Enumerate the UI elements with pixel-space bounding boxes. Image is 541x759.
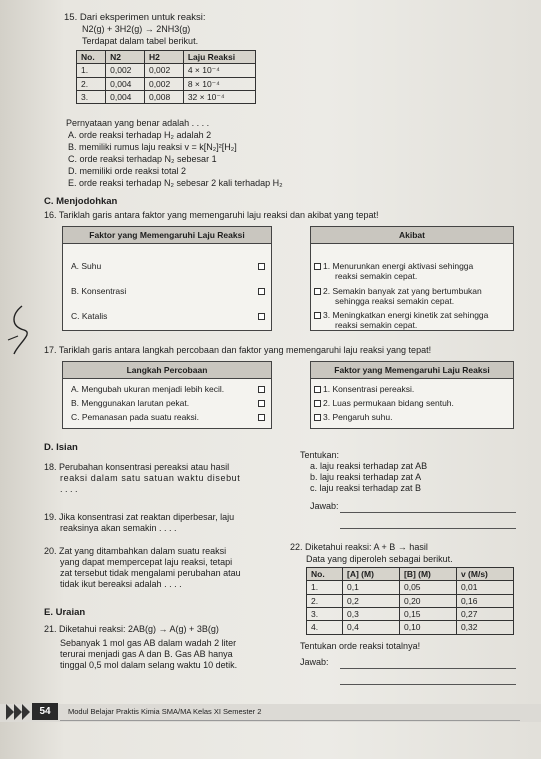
q19-text bbox=[44, 512, 284, 534]
q17-title: 17. Tariklah garis antara langkah percobaan dan faktor yang memengaruhi laju reaksi yang tepat! bbox=[44, 345, 432, 355]
table-cell: 3. bbox=[77, 91, 106, 104]
table-cell: 3. bbox=[307, 608, 343, 621]
q16-left-box bbox=[62, 226, 272, 331]
q21-line: terurai menjadi gas A dan B. Gas AB hanya bbox=[60, 648, 233, 659]
q17-left-checkbox-a[interactable] bbox=[258, 386, 265, 393]
q19-line: 19. Jika konsentrasi zat reaktan diperbesar, laju bbox=[44, 512, 235, 522]
table-cell: 0,16 bbox=[456, 594, 513, 607]
q17-right-checkbox-3[interactable] bbox=[314, 414, 321, 421]
q20-line: tidak ikut bereaksi adalah . . . . bbox=[60, 578, 182, 589]
table-cell: 0,20 bbox=[399, 594, 456, 607]
table-header: [A] (M) bbox=[343, 568, 400, 581]
table-cell: 0,32 bbox=[456, 621, 513, 634]
q17-left-item: C. Pemanasan pada suatu reaksi. bbox=[71, 412, 200, 422]
q16-right-box bbox=[310, 226, 514, 331]
q18-line: 18. Perubahan konsentrasi pereaksi atau hasil bbox=[44, 462, 230, 472]
table-cell: 1. bbox=[307, 581, 343, 594]
table-cell: 0,3 bbox=[343, 608, 400, 621]
tentukan-jawab-label: Jawab: bbox=[310, 501, 339, 511]
table-cell: 0,002 bbox=[144, 77, 183, 90]
answer-line[interactable] bbox=[340, 668, 516, 669]
table-cell: 2. bbox=[307, 594, 343, 607]
table-header: H2 bbox=[144, 51, 183, 64]
answer-line[interactable] bbox=[340, 512, 516, 513]
q17-left-checkbox-b[interactable] bbox=[258, 400, 265, 407]
answer-line[interactable] bbox=[340, 528, 516, 529]
q17-right-item: 2. Luas permukaan bidang sentuh. bbox=[323, 398, 454, 408]
q17-left-head: Langkah Percobaan bbox=[63, 362, 271, 379]
table-cell: 0,008 bbox=[144, 91, 183, 104]
q20-line: 20. Zat yang ditambahkan dalam suatu reaksi bbox=[44, 546, 227, 556]
table-header: [B] (M) bbox=[399, 568, 456, 581]
table-cell: 0,05 bbox=[399, 581, 456, 594]
table-cell: 4 × 10⁻⁴ bbox=[183, 64, 255, 77]
tentukan-item: a. laju reaksi terhadap zat AB bbox=[310, 461, 428, 471]
footer-arrow-icon bbox=[6, 704, 14, 720]
answer-line[interactable] bbox=[340, 684, 516, 685]
table-header: Laju Reaksi bbox=[183, 51, 255, 64]
table-cell: 0,15 bbox=[399, 608, 456, 621]
page-number: 54 bbox=[32, 703, 58, 720]
q16-left-checkbox-c[interactable] bbox=[258, 313, 265, 320]
q16-right-line: 3. Meningkatkan energi kinetik zat sehingga bbox=[323, 310, 489, 320]
q16-right-line: 1. Menurunkan energi aktivasi sehingga bbox=[323, 261, 474, 271]
q16-right-head: Akibat bbox=[311, 227, 513, 244]
table-cell: 0,4 bbox=[343, 621, 400, 634]
q16-left-item: A. Suhu bbox=[71, 261, 102, 271]
q17-right-item: 1. Konsentrasi pereaksi. bbox=[323, 384, 415, 394]
table-cell: 0,002 bbox=[144, 64, 183, 77]
q17-right-checkbox-1[interactable] bbox=[314, 386, 321, 393]
q17-right-item: 3. Pengaruh suhu. bbox=[323, 412, 393, 422]
table-cell: 0,004 bbox=[106, 77, 145, 90]
q16-right-item bbox=[323, 310, 505, 331]
q16-right-checkbox-1[interactable] bbox=[314, 263, 321, 270]
q22-jawab-label: Jawab: bbox=[300, 657, 329, 667]
table-cell: 0,10 bbox=[399, 621, 456, 634]
table-row bbox=[77, 77, 256, 90]
q15-option-d: D. memiliki orde reaksi total 2 bbox=[68, 166, 187, 176]
table-cell: 0,004 bbox=[106, 91, 145, 104]
q16-right-item bbox=[323, 261, 505, 282]
q19-line: reaksinya akan semakin . . . . bbox=[60, 522, 177, 533]
table-header: No. bbox=[307, 568, 343, 581]
table-cell: 8 × 10⁻⁴ bbox=[183, 77, 255, 90]
pen-mark-icon bbox=[4, 300, 40, 360]
q16-right-checkbox-2[interactable] bbox=[314, 288, 321, 295]
table-cell: 0,01 bbox=[456, 581, 513, 594]
q20-line: yang dapat mempercepat laju reaksi, tetapi bbox=[60, 556, 233, 567]
q16-right-line: reaksi semakin cepat. bbox=[335, 271, 418, 282]
q21-line: Sebanyak 1 mol gas AB dalam wadah 2 liter bbox=[60, 637, 237, 648]
footer-divider bbox=[60, 720, 520, 721]
q21-text bbox=[44, 624, 284, 671]
q15-rate-table bbox=[76, 50, 256, 104]
q17-left-item: A. Mengubah ukuran menjadi lebih kecil. bbox=[71, 384, 225, 394]
table-header: v (M/s) bbox=[456, 568, 513, 581]
q16-right-line: 2. Semakin banyak zat yang bertumbukan bbox=[323, 286, 482, 296]
table-cell: 4. bbox=[307, 621, 343, 634]
q17-left-checkbox-c[interactable] bbox=[258, 414, 265, 421]
q21-line: 21. Diketahui reaksi: 2AB(g) → A(g) + 3B(g) bbox=[44, 624, 219, 634]
tentukan-head: Tentukan: bbox=[300, 450, 340, 460]
q15-reaction: N2(g) + 3H2(g) → 2NH3(g) bbox=[82, 24, 191, 34]
q16-left-item: C. Katalis bbox=[71, 311, 108, 321]
q20-text bbox=[44, 546, 284, 590]
q20-line: zat tersebut tidak mengalami perubahan atau bbox=[60, 567, 241, 578]
q15-option-c: C. orde reaksi terhadap N₂ sebesar 1 bbox=[68, 154, 217, 164]
q16-right-line: reaksi semakin cepat. bbox=[335, 320, 418, 331]
table-row bbox=[307, 621, 514, 634]
q17-right-head: Faktor yang Memengaruhi Laju Reaksi bbox=[311, 362, 513, 379]
q15-title: 15. Dari eksperimen untuk reaksi: bbox=[64, 12, 206, 23]
footer-text: Modul Belajar Praktis Kimia SMA/MA Kelas XI Semester 2 bbox=[68, 707, 262, 716]
tentukan-item: b. laju reaksi terhadap zat A bbox=[310, 472, 422, 482]
q22-footer: Tentukan orde reaksi totalnya! bbox=[300, 641, 421, 651]
q17-right-box bbox=[310, 361, 514, 429]
section-e-heading: E. Uraian bbox=[44, 607, 86, 618]
q18-line: reaksi dalam satu satuan waktu disebut bbox=[60, 472, 241, 483]
q15-prompt: Pernyataan yang benar adalah . . . . bbox=[66, 118, 210, 128]
q15-option-e: E. orde reaksi terhadap N₂ sebesar 2 kali terhadap H₂ bbox=[68, 178, 283, 188]
q17-right-checkbox-2[interactable] bbox=[314, 400, 321, 407]
q16-title: 16. Tariklah garis antara faktor yang memengaruhi laju reaksi dan akibat yang tepat! bbox=[44, 210, 379, 220]
q17-left-box bbox=[62, 361, 272, 429]
table-row bbox=[77, 91, 256, 104]
table-row bbox=[77, 64, 256, 77]
q16-left-checkbox-a[interactable] bbox=[258, 263, 265, 270]
q18-line: . . . . bbox=[60, 483, 78, 494]
q16-right-checkbox-3[interactable] bbox=[314, 312, 321, 319]
section-c-heading: C. Menjodohkan bbox=[44, 196, 118, 207]
table-cell: 32 × 10⁻⁴ bbox=[183, 91, 255, 104]
footer-arrow-icon bbox=[14, 704, 22, 720]
q18-text bbox=[44, 462, 284, 495]
table-header: No. bbox=[77, 51, 106, 64]
q15-option-b: B. memiliki rumus laju reaksi v = k[N₂]²[H₂] bbox=[68, 142, 237, 152]
q21-line: tinggal 0,5 mol dalam selang waktu 10 detik. bbox=[60, 659, 238, 670]
q22-line2: Data yang diperoleh sebagai berikut. bbox=[306, 554, 453, 564]
q16-right-line: sehingga reaksi semakin cepat. bbox=[335, 296, 455, 307]
table-row bbox=[307, 581, 514, 594]
q22-line1: 22. Diketahui reaksi: A + B → hasil bbox=[290, 542, 428, 552]
table-row bbox=[307, 594, 514, 607]
footer-arrow-icon bbox=[22, 704, 30, 720]
q17-left-item: B. Menggunakan larutan pekat. bbox=[71, 398, 190, 408]
section-d-heading: D. Isian bbox=[44, 442, 78, 453]
table-cell: 0,2 bbox=[343, 594, 400, 607]
q16-right-item bbox=[323, 286, 505, 307]
table-cell: 1. bbox=[77, 64, 106, 77]
table-header: N2 bbox=[106, 51, 145, 64]
q22-data-table bbox=[306, 567, 514, 635]
table-row bbox=[307, 608, 514, 621]
tentukan-item: c. laju reaksi terhadap zat B bbox=[310, 483, 422, 493]
table-cell: 0,1 bbox=[343, 581, 400, 594]
q15-subtitle: Terdapat dalam tabel berikut. bbox=[82, 36, 199, 46]
q16-left-checkbox-b[interactable] bbox=[258, 288, 265, 295]
table-cell: 0,002 bbox=[106, 64, 145, 77]
q16-left-head: Faktor yang Memengaruhi Laju Reaksi bbox=[63, 227, 271, 244]
q15-option-a: A. orde reaksi terhadap H₂ adalah 2 bbox=[68, 130, 212, 140]
q16-left-item: B. Konsentrasi bbox=[71, 286, 127, 296]
table-cell: 0,27 bbox=[456, 608, 513, 621]
table-cell: 2. bbox=[77, 77, 106, 90]
